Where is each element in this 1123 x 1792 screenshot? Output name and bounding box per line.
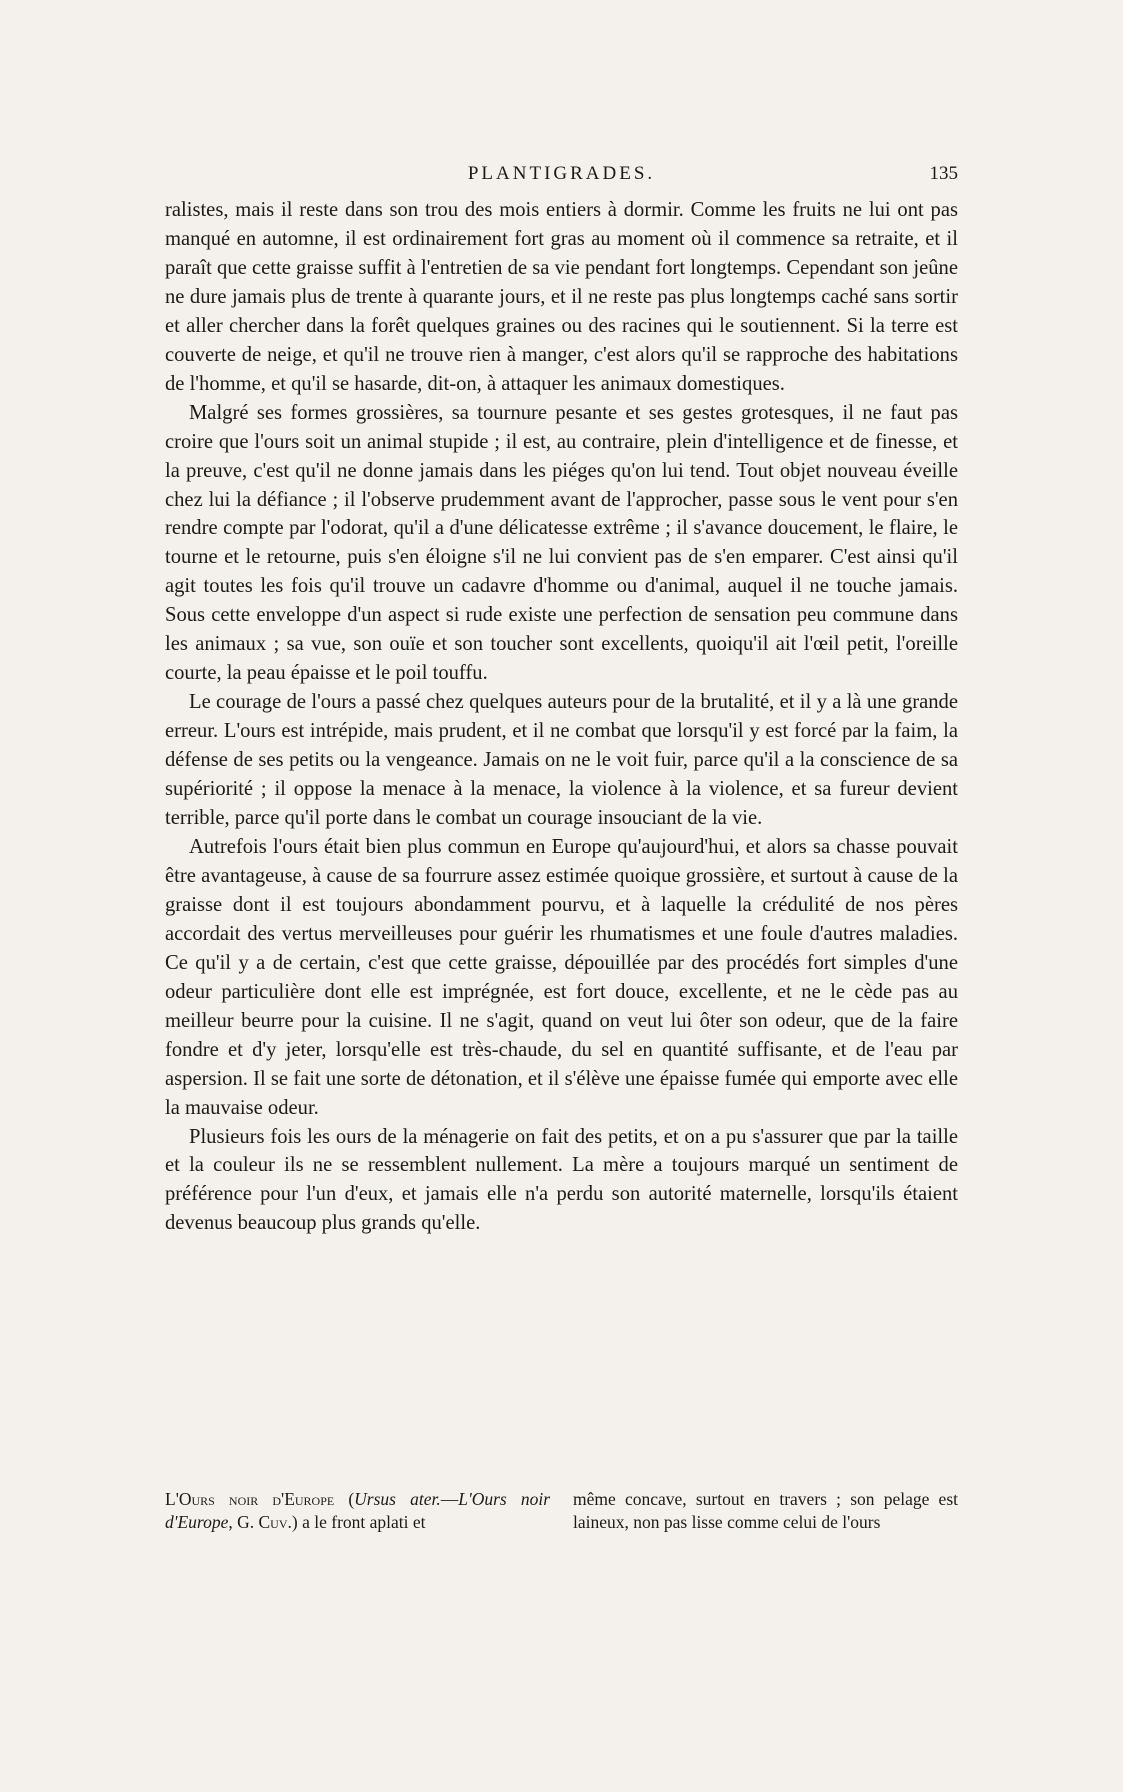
footnote [165, 1488, 958, 1534]
footnote-common-name: L'Ours noir d'Europe [165, 1489, 550, 1532]
footnote-author: G. Cuv. [237, 1512, 292, 1532]
page-header [165, 163, 958, 189]
paragraph-4: Autrefois l'ours était bien plus commun en Europe qu'aujourd'hui, et alors sa chasse pouvait être avantageuse, à cause de sa fourrure assez estimée quoique grossière, et surtout à cause de la graisse dont il est toujours abondamment pourvu, et à laquelle la crédulité de nos pères accordait des vertus merveilleuses pour guérir les rhumatismes et une foule d'autres maladies. Ce qu'il y a de certain, c'est que cette graisse, dépouillée par des procédés fort simples d'une odeur particulière dont elle est imprégnée, est fort douce, excellente, et ne le cède pas au meilleur beurre pour la cuisine. Il ne s'agit, quand on veut lui ôter son odeur, que de la faire fondre et d'y jeter, lorsqu'elle est très-chaude, du sel en quantité suffisante, et de l'eau par aspersion. Il se fait une sorte de détonation, et il s'élève une épaisse fumée qui emporte avec elle la mauvaise odeur. [165, 835, 958, 1119]
footnote-right-column: même concave, surtout en travers ; son pelage est laineux, non pas lisse comme celui de l'ours [573, 1489, 958, 1532]
running-title: PLANTIGRADES. [467, 163, 656, 184]
footnote-left-tail: ) a le front aplati et [291, 1512, 426, 1532]
paragraph-3: Le courage de l'ours a passé chez quelques auteurs pour de la brutalité, et il y a là une grande erreur. L'ours est intrépide, mais prudent, et il ne combat que lorsqu'il y est forcé par la faim, la défense de ses petits ou la vengeance. Jamais on ne le voit fuir, parce qu'il a la conscience de sa supériorité ; il oppose la menace à la menace, la violence à la violence, et sa fureur devient terrible, parce qu'il porte dans le combat un courage insouciant de la vie. [165, 691, 958, 830]
footnote-dash: — [440, 1489, 459, 1509]
paragraph-1: ralistes, mais il reste dans son trou des mois entiers à dormir. Comme les fruits ne lui ont pas manqué en automne, il est ordinairement fort gras au moment où il commence sa retraite, et il paraît que cette graisse suffit à l'entretien de sa vie pendant fort longtemps. Cependant son jeûne ne dure jamais plus de trente à quarante jours, et il ne reste pas plus longtemps caché sans sortir et aller chercher dans la forêt quelques graines ou des racines qui le soutiennent. Si la terre est couverte de neige, et qu'il ne trouve rien à manger, c'est alors qu'il se rapproche des habitations de l'homme, et qu'il se hasarde, dit-on, à attaquer les animaux domestiques. [165, 199, 958, 395]
body-text [165, 196, 958, 1238]
footnote-left-column: L'Ours noir d'Europe (Ursus ater.—L'Ours noir d'Europe, G. Cuv.) a le front aplati et [165, 1489, 550, 1532]
paragraph-5: Plusieurs fois les ours de la ménagerie on fait des petits, et on a pu s'assurer que par la taille et la couleur ils ne se ressemblent nullement. La mère a toujours marqué un sentiment de préférence pour l'un d'eux, et jamais elle n'a perdu son autorité maternelle, lorsqu'ils étaient devenus beaucoup plus grands qu'elle. [165, 1125, 958, 1235]
page-number: 135 [929, 163, 958, 184]
footnote-species-title: L'Ours noir d'Europe [165, 1489, 335, 1509]
paragraph-2: Malgré ses formes grossières, sa tournure pesante et ses gestes grotesques, il ne faut pas croire que l'ours soit un animal stupide ; il est, au contraire, plein d'intelligence et de finesse, et la preuve, c'est qu'il ne donne jamais dans les piéges qu'on lui tend. Tout objet nouveau éveille chez lui la défiance ; il l'observe prudemment avant de l'approcher, passe sous le vent pour s'en rendre compte par l'odorat, qu'il a d'une délicatesse extrême ; il s'avance doucement, le flaire, le tourne et le retourne, puis s'en éloigne s'il ne lui convient pas de s'en emparer. C'est ainsi qu'il agit toutes les fois qu'il trouve un cadavre d'homme ou d'animal, auquel il ne touche jamais. Sous cette enveloppe d'un aspect si rude existe une perfection de sensation peu commune dans les animaux ; sa vue, son ouïe et son toucher sont excellents, quoiqu'il ait l'œil petit, l'oreille courte, la peau épaisse et le poil touffu. [165, 401, 958, 685]
footnote-latin-name: Ursus ater. [354, 1489, 441, 1509]
